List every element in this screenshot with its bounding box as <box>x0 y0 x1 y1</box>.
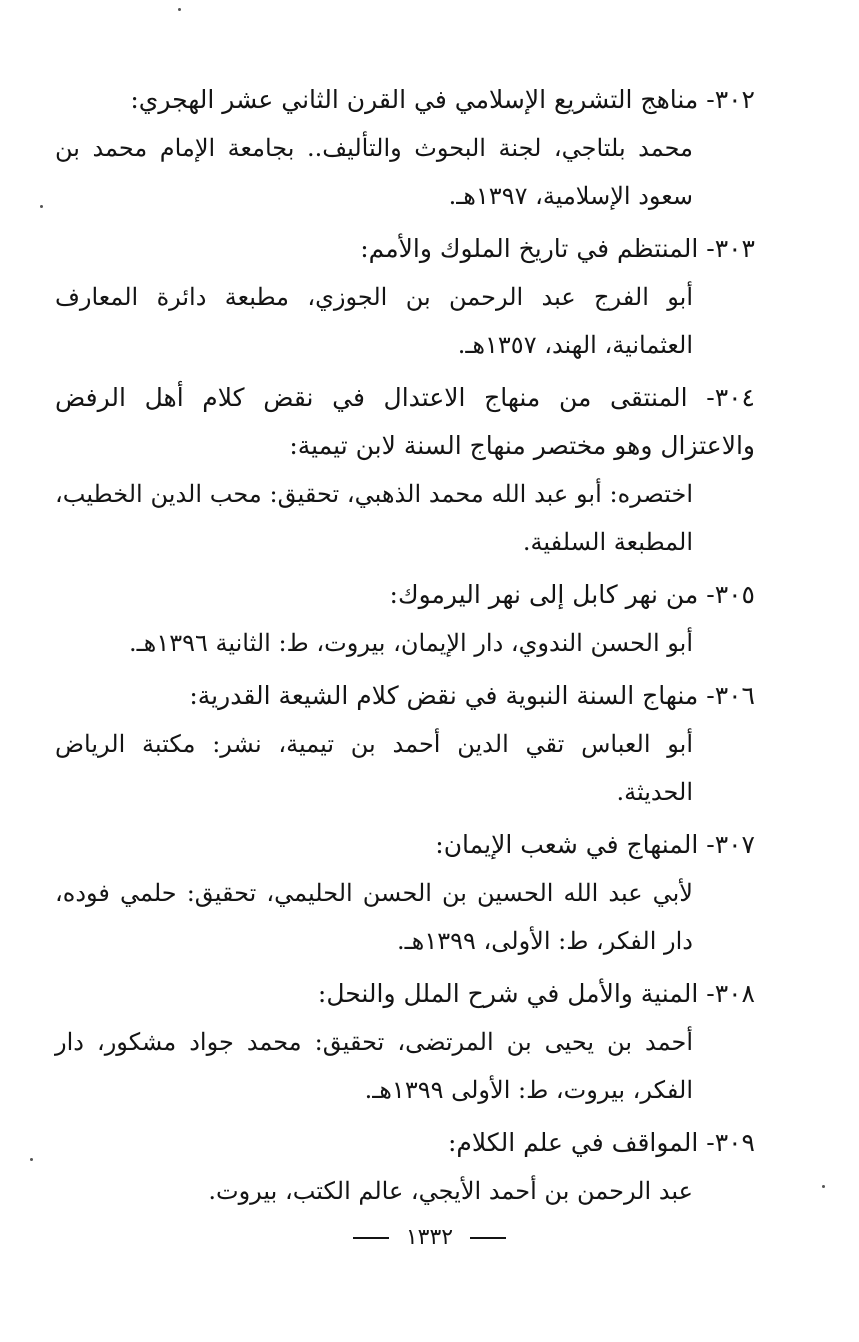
entry-title: ٣٠٨- المنية والأمل في شرح الملل والنحل: <box>317 979 755 1008</box>
bibliography-entry-307 <box>55 821 755 965</box>
bibliography-entry-303 <box>55 225 755 369</box>
entry-description: أبو الحسن الندوي، دار الإيمان، بيروت، ط: الثانية ١٣٩٦هـ. <box>129 629 693 657</box>
footer-dash <box>353 1237 389 1239</box>
entry-title: ٣٠٧- المنهاج في شعب الإيمان: <box>435 830 755 859</box>
scan-speck <box>178 8 181 11</box>
bibliography-entry-308 <box>55 970 755 1114</box>
entry-description: لأبي عبد الله الحسين بن الحسن الحليمي، تحقيق: حلمي فوده، دار الفكر، ط: الأولى، ١٣٩٩هـ. <box>55 879 693 955</box>
entry-title: ٣٠٥- من نهر كابل إلى نهر اليرموك: <box>389 580 755 609</box>
entry-title: ٣٠٢- مناهج التشريع الإسلامي في القرن الثاني عشر الهجري: <box>130 85 755 114</box>
entry-description: أبو العباس تقي الدين أحمد بن تيمية، نشر: مكتبة الرياض الحديثة. <box>55 730 693 806</box>
entry-title: ٣٠٩- المواقف في علم الكلام: <box>447 1128 755 1157</box>
bibliography-entry-302 <box>55 76 755 220</box>
bibliography-entry-305 <box>55 571 755 667</box>
entry-description: محمد بلتاجي، لجنة البحوث والتأليف.. بجامعة الإمام محمد بن سعود الإسلامية، ١٣٩٧هـ. <box>55 134 693 210</box>
footer-dash <box>470 1237 506 1239</box>
entry-description: أبو الفرج عبد الرحمن بن الجوزي، مطبعة دائرة المعارف العثمانية، الهند، ١٣٥٧هـ. <box>55 283 693 359</box>
bibliography-entry-306 <box>55 672 755 816</box>
bibliography-list <box>55 76 755 1220</box>
scan-speck <box>40 205 43 208</box>
entry-description: اختصره: أبو عبد الله محمد الذهبي، تحقيق: محب الدين الخطيب، المطبعة السلفية. <box>55 480 693 556</box>
entry-title: ٣٠٦- منهاج السنة النبوية في نقض كلام الشيعة القدرية: <box>189 681 755 710</box>
page-footer <box>0 1225 859 1250</box>
entry-description: عبد الرحمن بن أحمد الأيجي، عالم الكتب، بيروت. <box>208 1177 693 1205</box>
entry-title: ٣٠٣- المنتظم في تاريخ الملوك والأمم: <box>360 234 755 263</box>
bibliography-entry-304 <box>55 374 755 566</box>
scan-speck <box>30 1158 33 1161</box>
entry-description: أحمد بن يحيى بن المرتضى، تحقيق: محمد جواد مشكور، دار الفكر، بيروت، ط: الأولى ١٣٩٩هـ. <box>55 1028 693 1104</box>
entry-title: ٣٠٤- المنتقى من منهاج الاعتدال في نقض كلام أهل الرفض والاعتزال وهو مختصر منهاج السنة لابن تيمية: <box>55 383 755 460</box>
scan-speck <box>822 1185 825 1188</box>
bibliography-entry-309 <box>55 1119 755 1215</box>
page-number: ١٣٣٢ <box>405 1225 454 1250</box>
